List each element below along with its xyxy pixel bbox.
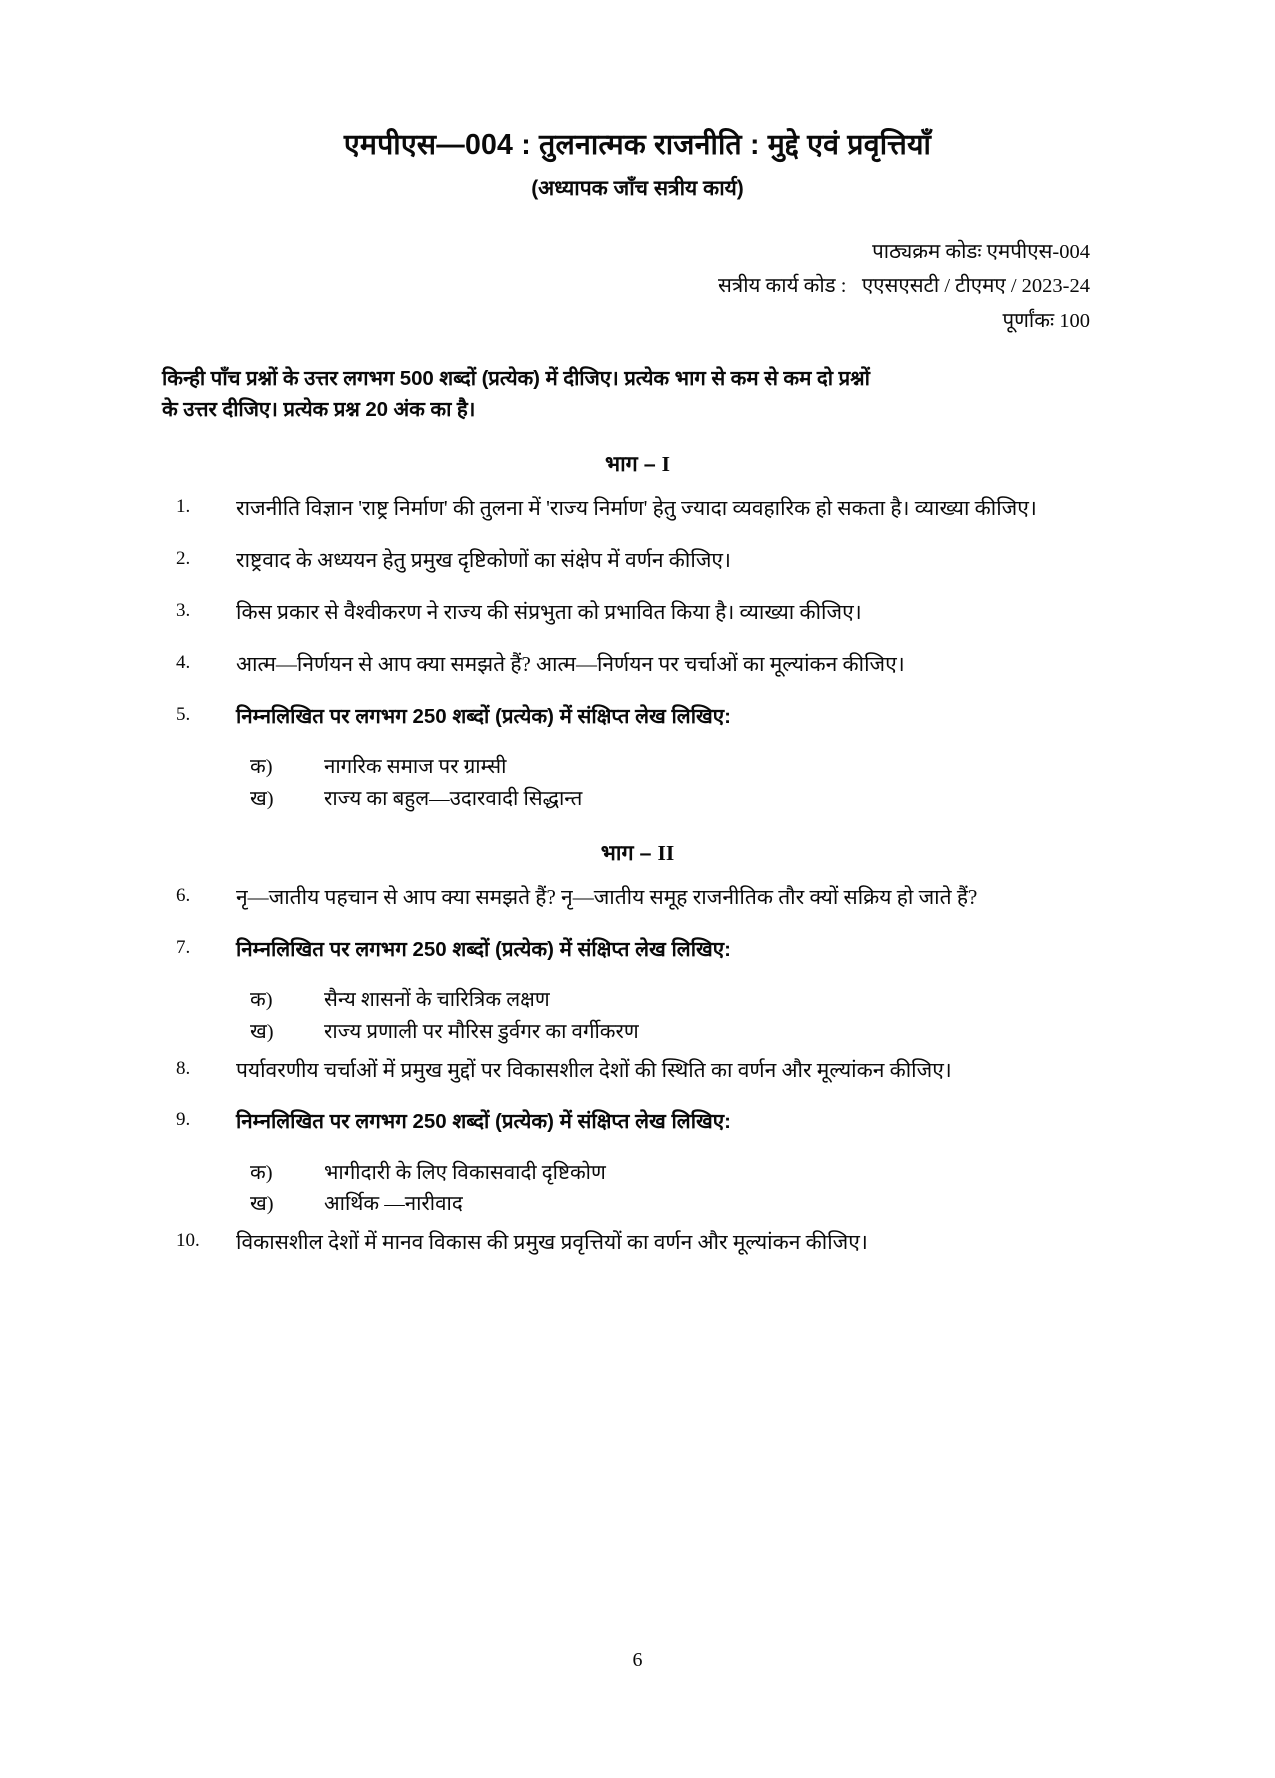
question-row — [162, 546, 1090, 576]
sub-question-row — [250, 1018, 1090, 1048]
question-number: 2. — [176, 548, 191, 570]
question-number: 3. — [176, 600, 191, 622]
page-number: 6 — [632, 1649, 643, 1671]
question-block — [162, 1228, 1090, 1258]
sub-question-row — [250, 753, 1090, 783]
sub-question-label: ख) — [250, 1193, 274, 1216]
question-text: निम्नलिखित पर लगभग 250 शब्दों (प्रत्येक) में संक्षिप्त लेख लिखिए: — [236, 704, 731, 728]
sub-question-text: राज्य का बहुल—उदारवादी सिद्धान्त — [324, 787, 583, 810]
question-row — [162, 1107, 1090, 1136]
document-page — [0, 128, 1275, 1778]
question-row — [162, 598, 1090, 628]
section-heading-label: भाग – — [604, 452, 662, 477]
section-heading-label: भाग – — [600, 841, 658, 866]
question-text: पर्यावरणीय चर्चाओं में प्रमुख मुद्दों पर विकासशील देशों की स्थिति का वर्णन और मूल्यांकन कीजिए। — [236, 1057, 952, 1082]
sub-question-text: राज्य प्रणाली पर मौरिस डुर्वगर का वर्गीकरण — [324, 1020, 639, 1043]
question-number: 7. — [176, 937, 191, 959]
sub-question-text: नागरिक समाज पर ग्राम्सी — [324, 755, 507, 778]
question-block — [162, 702, 1090, 815]
question-block — [162, 1056, 1090, 1086]
question-text: राष्ट्रवाद के अध्ययन हेतु प्रमुख दृष्टिकोणों का संक्षेप में वर्णन कीजिए। — [236, 548, 731, 573]
page-title: एमपीएस—004 : तुलनात्मक राजनीति : मुद्दे एवं प्रवृत्तियाँ — [343, 129, 932, 161]
sub-question-label: क) — [250, 989, 273, 1012]
sub-question-list — [162, 753, 1090, 814]
question-block — [162, 883, 1090, 913]
question-text: निम्नलिखित पर लगभग 250 शब्दों (प्रत्येक) में संक्षिप्त लेख लिखिए: — [236, 1110, 731, 1134]
assignment-meta — [0, 235, 1275, 338]
question-block — [162, 494, 1090, 524]
sub-question-label: ख) — [250, 1020, 274, 1043]
question-number: 9. — [176, 1109, 191, 1131]
sub-question-list — [162, 986, 1090, 1047]
sections-root — [0, 449, 1275, 1257]
question-list — [162, 883, 1090, 1258]
instructions-line-1: किन्ही पाँच प्रश्नों के उत्तर लगभग 500 शब्दों (प्रत्येक) में दीजिए। प्रत्येक भाग से कम से कम दो प्रश्नों — [162, 366, 870, 390]
sub-question-list — [162, 1159, 1090, 1220]
sub-question-label: ख) — [250, 787, 274, 810]
section-heading — [0, 449, 1275, 478]
sub-question-row — [250, 986, 1090, 1016]
title-block — [0, 128, 1275, 202]
question-list — [162, 494, 1090, 814]
question-block — [162, 546, 1090, 576]
question-row — [162, 1056, 1090, 1086]
question-number: 6. — [176, 885, 191, 907]
page-subtitle: (अध्यापक जाँच सत्रीय कार्य) — [531, 176, 744, 200]
question-row — [162, 650, 1090, 680]
sub-question-text: सैन्य शासनों के चारित्रिक लक्षण — [324, 989, 550, 1012]
section-heading-number: II — [657, 841, 675, 866]
section-heading — [0, 838, 1275, 867]
sub-question-label: क) — [250, 1161, 273, 1184]
question-number: 5. — [176, 703, 191, 725]
course-code: पाठ्यक्रम कोडः एमपीएस-004 — [872, 240, 1090, 263]
question-number: 1. — [176, 496, 191, 518]
sub-question-text: भागीदारी के लिए विकासवादी दृष्टिकोण — [324, 1161, 606, 1184]
question-row — [162, 702, 1090, 731]
question-block — [162, 1107, 1090, 1220]
question-text: किस प्रकार से वैश्वीकरण ने राज्य की संप्रभुता को प्रभावित किया है। व्याख्या कीजिए। — [236, 600, 862, 625]
sub-question-row — [250, 1159, 1090, 1189]
sub-question-row — [250, 785, 1090, 815]
sub-question-row — [250, 1190, 1090, 1220]
instructions-block — [162, 364, 1090, 426]
question-text: विकासशील देशों में मानव विकास की प्रमुख प्रवृत्तियों का वर्णन और मूल्यांकन कीजिए। — [236, 1229, 868, 1254]
question-number: 10. — [176, 1229, 200, 1251]
question-row — [162, 1228, 1090, 1258]
question-block — [162, 598, 1090, 628]
question-text: निम्नलिखित पर लगभग 250 शब्दों (प्रत्येक) में संक्षिप्त लेख लिखिए: — [236, 938, 731, 962]
sub-question-text: आर्थिक —नारीवाद — [324, 1193, 463, 1216]
question-text: राजनीति विज्ञान 'राष्ट्र निर्माण' की तुलना में 'राज्य निर्माण' हेतु ज्यादा व्यवहारिक हो सकता है। व्याख्या कीजिए। — [236, 496, 1037, 521]
question-text: आत्म—निर्णयन से आप क्या समझते हैं? आत्म—निर्णयन पर चर्चाओं का मूल्यांकन कीजिए। — [236, 651, 905, 676]
assignment-code: सत्रीय कार्य कोड : एएसएसटी / टीएमए / 2023-24 — [718, 275, 1090, 298]
question-row — [162, 883, 1090, 913]
question-block — [162, 650, 1090, 680]
question-row — [162, 494, 1090, 524]
total-marks: पूर्णांकः 100 — [1002, 309, 1090, 332]
sub-question-label: क) — [250, 755, 273, 778]
question-block — [162, 935, 1090, 1048]
question-number: 4. — [176, 651, 191, 673]
question-number: 8. — [176, 1057, 191, 1079]
section-heading-number: I — [661, 452, 671, 477]
instructions-line-2: के उत्तर दीजिए। प्रत्येक प्रश्न 20 अंक का है। — [162, 397, 476, 421]
question-text: नृ—जातीय पहचान से आप क्या समझते हैं? नृ—जातीय समूह राजनीतिक तौर क्यों सक्रिय हो जाते हैं? — [236, 885, 978, 910]
question-row — [162, 935, 1090, 964]
